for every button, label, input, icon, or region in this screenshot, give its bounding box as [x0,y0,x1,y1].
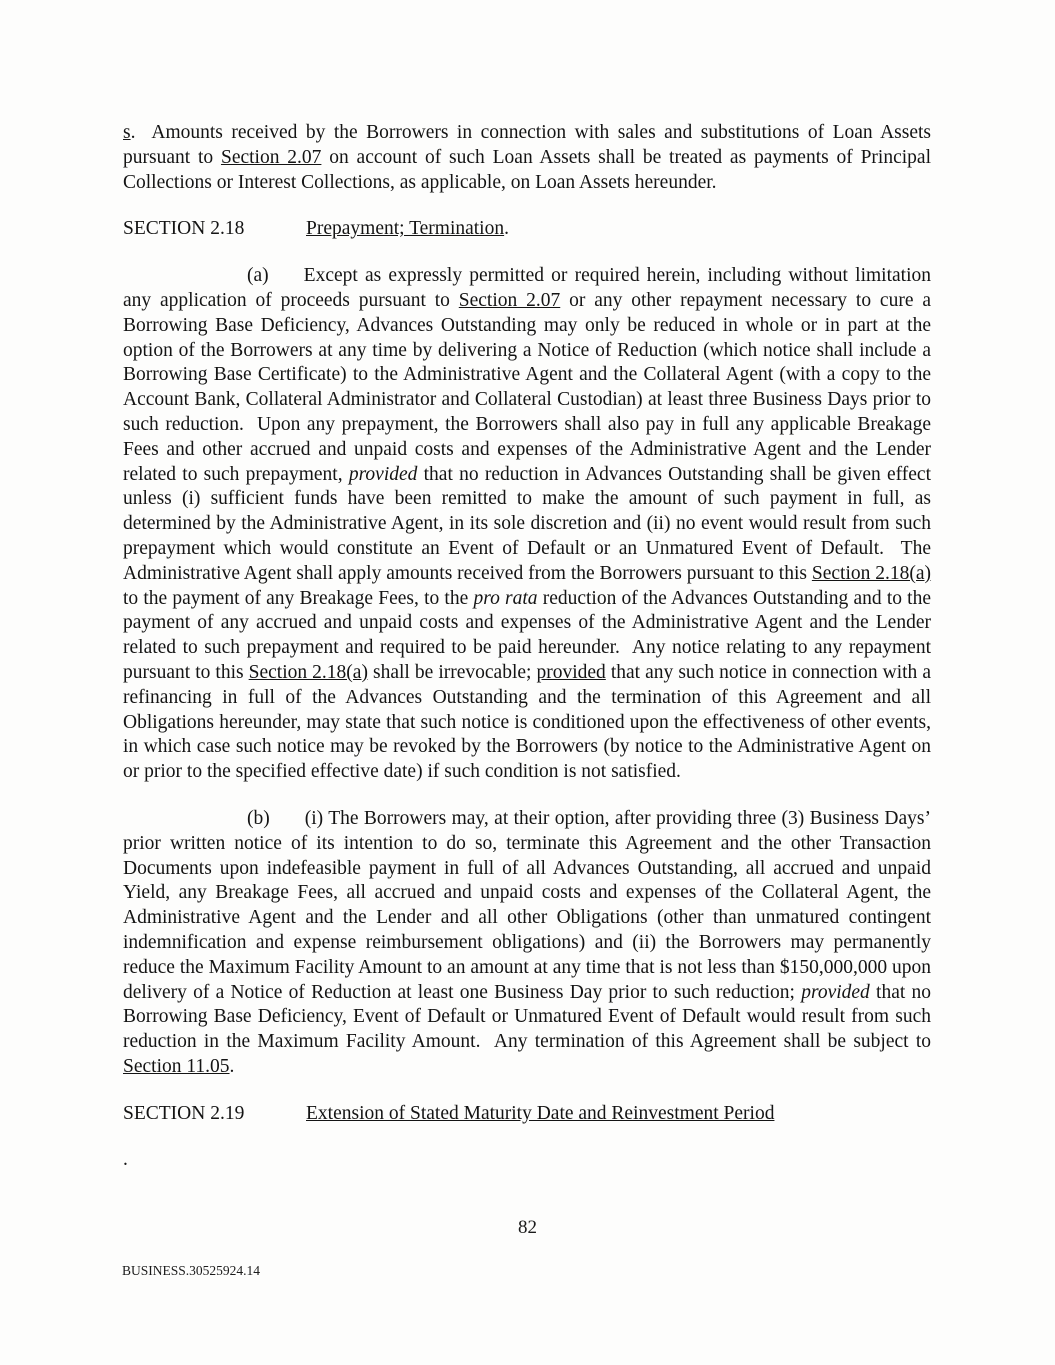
paragraph-a-text: reduction of the Advances Outstanding and to the payment of any accrued and unpaid costs and expenses of the Administrative Agent and the Lender related to such prepayment and required to be paid hereunder. Any notice relating to any repayment pursuant to this [123,587,936,683]
stray-period-line [123,1148,931,1173]
paragraph-a-text: that any such notice in connection with a refinancing in full of the Advances Outstanding and the termination of this Agreement and all Obligations hereunder, may state that such notice is conditioned upon the effectiveness of other events, in which case such notice may be revoked by the Borrowers (by notice to the Administrative Agent on or prior to the specified effective date) if such condition is not satisfied. [123,661,936,783]
section-2-18-period: . [504,218,509,240]
section-2-18-number: SECTION 2.18 [123,218,245,240]
section-2-18a-reference: Section 2.18(a) [811,562,932,584]
section-2-19-title: Extension of Stated Maturity Date and Reinvestment Period [306,1102,775,1124]
paragraph-b-text: (i) The Borrowers may, at their option, after providing three (3) Business Days’ prior written notice of its intention to do so, terminate this Agreement and the other Transaction Documents upon indefeasible payment in full of all Advances Outstanding, all accrued and unpaid Yield, any Breakage Fees, all accrued and unpaid costs and expenses of the Collateral Agent, the Administrative Agent and the Lender and all other Obligations (other than unmatured contingent indemnification and expense reimbursement obligations) and (ii) the Borrowers may permanently reduce the Maximum Facility Amount to an amount at any time that is not less than $150,000,000 upon delivery of a Notice of Reduction at least one Business Day prior to such reduction; [123,807,936,1003]
paragraph-a-text: or any other repayment necessary to cure a Borrowing Base Deficiency, Advances Outstanding may only be reduced in whole or in part at the option of the Borrowers at any time by delivering a Notice of Reduction (which notice shall include a Borrowing Base Certificate) to the Administrative Agent and the Collateral Agent (with a copy to the Account Bank, Collateral Administrator and Collateral Custodian) at least three Business Days prior to such reduction. Upon any prepayment, the Borrowers shall also pay in full any applicable Breakage Fees and other accrued and unpaid costs and expenses of the Administrative Agent and the Lender related to such prepayment, [123,289,936,485]
page-content [123,121,936,1195]
section-2-19-number: SECTION 2.19 [123,1102,245,1124]
section-2-18a-reference: Section 2.18(a) [248,661,368,683]
paragraph-b [123,807,936,1080]
paragraph-a-marker: (a) [247,265,269,287]
provided-italic: provided [348,463,418,485]
paragraph-b-period: . [229,1055,235,1077]
paragraph-b-marker: (b) [247,807,270,829]
section-2-07-reference: Section 2.07 [458,289,561,311]
intro-underlined-fragment: s [123,122,131,143]
paragraph-a-text: Except as expressly permitted or required herein, including without limitation any application of proceeds pursuant to [123,265,936,311]
provided-underlined: provided [536,661,606,683]
intro-paragraph [123,121,936,195]
paragraph-a-text: to the payment of any Breakage Fees, to the [123,562,936,609]
section-2-19-heading [123,1102,931,1127]
paragraph-a [123,264,936,785]
paragraph-a-text: that no reduction in Advances Outstanding shall be given effect unless (i) sufficient funds have been remitted to make the amount of such payment in full, as determined by the Administrative Agent, in its sole discretion and (ii) no event would result from such prepayment which would constitute an Event of Default or an Unmatured Event of Default. The Administrative Agent shall apply amounts received from the Borrowers pursuant to this [123,463,936,584]
intro-text: . Amounts received by the Borrowers in connection with sales and substitutions of Loan Assets pursuant to [123,122,936,168]
intro-text-end: on account of such Loan Assets shall be treated as payments of Principal Collections or Interest Collections, as applicable, on Loan Assets hereunder. [123,146,936,193]
stray-period: . [123,1149,128,1171]
section-2-18-title: Prepayment; Termination [306,218,505,240]
paragraph-a-text: shall be irrevocable; [367,661,537,683]
paragraph-b-text: that no Borrowing Base Deficiency, Event of Default or Unmatured Event of Default would result from such reduction in the Maximum Facility Amount. Any termination of this Agreement shall be subject to [123,981,936,1053]
footer-document-id: BUSINESS.30525924.14 [122,1263,261,1278]
section-2-07-reference: Section 2.07 [220,146,322,168]
provided-italic: provided [801,981,870,1003]
pro-rata-italic: pro rata [473,587,538,609]
section-2-18-heading [123,217,931,242]
section-11-05-reference: Section 11.05 [123,1055,230,1077]
page-number: 82 [518,1217,537,1238]
